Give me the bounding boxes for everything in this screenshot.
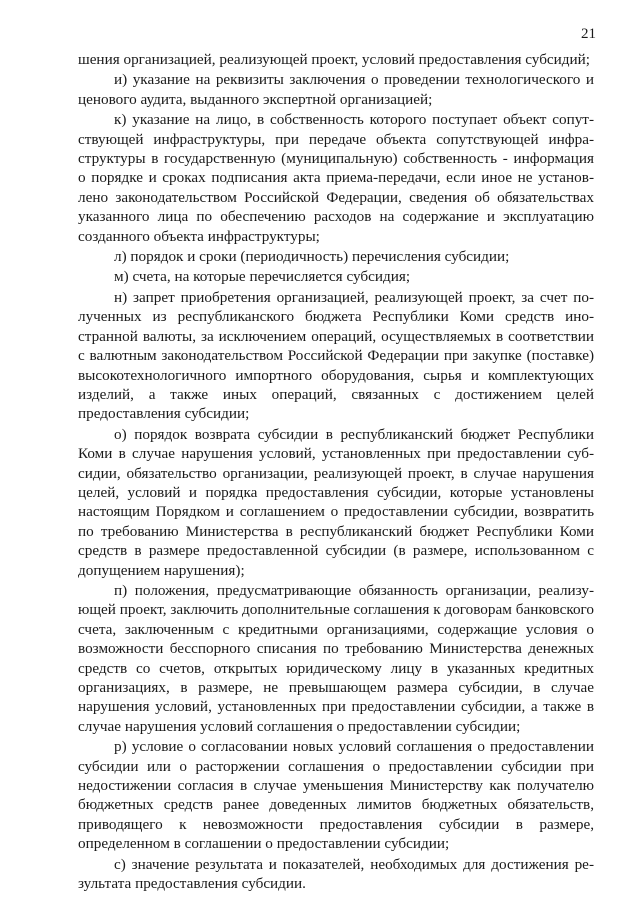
paragraph-continuation: шения организацией, реализующей проект, условий предоставления субсидий;: [78, 51, 590, 68]
paragraph-item-s: с) значение результата и показателей, необходимых для достижения результата предоставления субсидии.: [78, 855, 594, 893]
paragraph-item-n: н) запрет приобретения организацией, реализующей проект, за счет полученных из республиканского бюджета Республики Коми средств иностранной валюты, за исключением операций, осуществляемых в соответствии с валютным законодательством Российской Федерации при закупке (поставке) высокотехнологичного импортного оборудования, сырья и комплектующих изделий, а также иных операций, связанных с достижением целей предоставления субсидии;: [78, 288, 594, 423]
document-body: [78, 50, 594, 893]
paragraph-item-o: о) порядок возврата субсидии в республиканский бюджет Республики Коми в случае нарушения условий, установленных при предоставлении субсидии, обязательство организации, реализующей проект, в случае нарушения целей, условий и порядка предоставления субсидии, которые установлены настоящим Порядком и соглашением о предоставлении субсидии, возвратить по требованию Министерства в республиканский бюджет Республики Коми средств в размере предоставленной субсидии (в размере, использованном с допущением нарушения);: [78, 425, 594, 579]
page-number: 21: [581, 26, 596, 42]
paragraph-item-i: и) указание на реквизиты заключения о проведении технологического и ценового аудита, выданного экспертной организацией;: [78, 71, 594, 108]
paragraph-item-p: п) положения, предусматривающие обязанность организации, реализующей проект, заключить дополнительные соглашения к договорам банковского счета, заключенным с кредитными организациями, содержащие условия о возможности бесспорного списания по требованию Министерства денежных средств со счетов, открытых юридическому лицу в указанных кредитных организациях, в размере, не превышающем размера субсидии, в случае нарушения условий, установленных при предоставлении субсидии, а также в случае нарушения условий соглашения о предоставлении субсидии;: [78, 581, 594, 735]
paragraph-item-m: м) счета, на которые перечисляется субсидия;: [114, 268, 411, 286]
paragraph-item-l: л) порядок и сроки (периодичность) перечисления субсидии;: [114, 248, 510, 266]
paragraph-item-r: р) условие о согласовании новых условий соглашения о предоставлении субсидии или о расторжении соглашения о предоставлении субсидии при недостижении согласия в случае уменьшения Министерству как получателю бюджетных средств ранее доведенных лимитов бюджетных обязательств, приводящего к невозможности предоставления субсидии в размере, определенном в соглашении о предоставлении субсидии;: [78, 738, 594, 853]
paragraph-item-k: к) указание на лицо, в собственность которого поступает объект сопутствующей инфраструктуры, при передаче объекта сопутствующей инфраструктуры в государственную (муниципальную) собственность - информация о порядке и сроках подписания акта приема-передачи, если иное не установлено законодательством Российской Федерации, сведения об обязательствах указанного лица по обеспечению расходов на содержание и эксплуатацию созданного объекта инфраструктуры;: [78, 111, 594, 245]
